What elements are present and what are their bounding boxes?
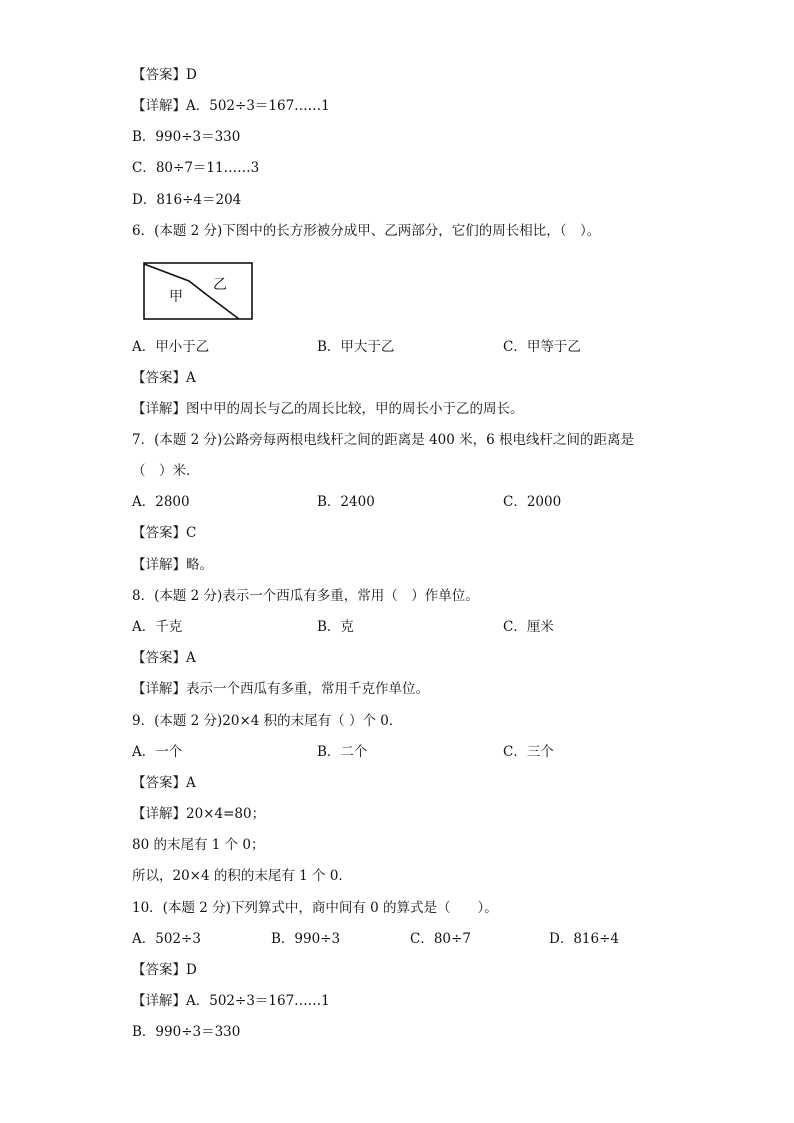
- q7-stem-line1: 7．(本题 2 分)公路旁每两根电线杆之间的距离是 400 米，6 根电线杆之间的距离是: [132, 432, 635, 448]
- label-jia: 甲: [169, 289, 183, 305]
- q9-option-a: A．一个: [132, 744, 183, 760]
- q6-option-c: C．甲等于乙: [503, 339, 581, 355]
- rectangle-outline: [144, 263, 252, 319]
- q10-option-b: B．990÷3: [271, 931, 341, 947]
- q6-answer: 【答案】A: [132, 370, 196, 386]
- q10-option-a: A．502÷3: [132, 931, 201, 947]
- q6-option-b: B．甲大于乙: [317, 339, 395, 355]
- q9-answer: 【答案】A: [132, 775, 196, 791]
- q8-detail: 【详解】表示一个西瓜有多重，常用千克作单位。: [132, 681, 429, 697]
- q8-answer: 【答案】A: [132, 650, 196, 666]
- prev-detail-line-c: C．80÷7＝11……3: [132, 160, 260, 176]
- q9-detail-line-1: 80 的末尾有 1 个 0；: [132, 837, 265, 853]
- q9-detail-line-2: 所以，20×4 的积的末尾有 1 个 0．: [132, 868, 352, 884]
- prev-detail: 【详解】A．502÷3＝167……1: [132, 98, 330, 114]
- label-yi: 乙: [213, 277, 227, 293]
- q8-option-a: A．千克: [132, 619, 183, 635]
- prev-detail-line-d: D．816÷4＝204: [132, 192, 242, 208]
- q7-answer: 【答案】C: [132, 525, 197, 541]
- q9-option-c: C．三个: [503, 744, 554, 760]
- q10-answer: 【答案】D: [132, 962, 197, 978]
- q10-option-d: D．816÷4: [549, 931, 619, 947]
- q10-detail: 【详解】A．502÷3＝167……1: [132, 993, 330, 1009]
- q6-option-a: A．甲小于乙: [132, 339, 210, 355]
- q10-option-c: C．80÷7: [410, 931, 471, 947]
- prev-answer: 【答案】D: [132, 67, 197, 83]
- q7-option-c: C．2000: [503, 494, 562, 510]
- q9-stem: 9．(本题 2 分)20×4 积的末尾有（ ）个 0．: [132, 713, 403, 729]
- q8-option-b: B．克: [317, 619, 354, 635]
- q8-stem: 8．(本题 2 分)表示一个西瓜有多重，常用（ ）作单位。: [132, 588, 479, 604]
- q7-detail: 【详解】略。: [132, 557, 213, 573]
- q6-stem: 6．(本题 2 分)下图中的长方形被分成甲、乙两部分，它们的周长相比，（ ）。: [132, 223, 601, 239]
- q10-stem: 10．(本题 2 分)下列算式中，商中间有 0 的算式是（ ）。: [132, 900, 498, 916]
- q7-option-a: A．2800: [132, 494, 190, 510]
- q7-stem-line2: （ ）米．: [132, 463, 200, 479]
- q9-option-b: B．二个: [317, 744, 368, 760]
- q6-detail: 【详解】图中甲的周长与乙的周长比较，甲的周长小于乙的周长。: [132, 401, 524, 417]
- q7-option-b: B．2400: [317, 494, 375, 510]
- q6-rectangle-figure: [143, 262, 253, 320]
- prev-detail-line-b: B．990÷3＝330: [132, 129, 241, 145]
- q8-option-c: C．厘米: [503, 619, 554, 635]
- q9-detail: 【详解】20×4=80；: [132, 806, 266, 822]
- q10-detail-line-b: B．990÷3＝330: [132, 1024, 241, 1040]
